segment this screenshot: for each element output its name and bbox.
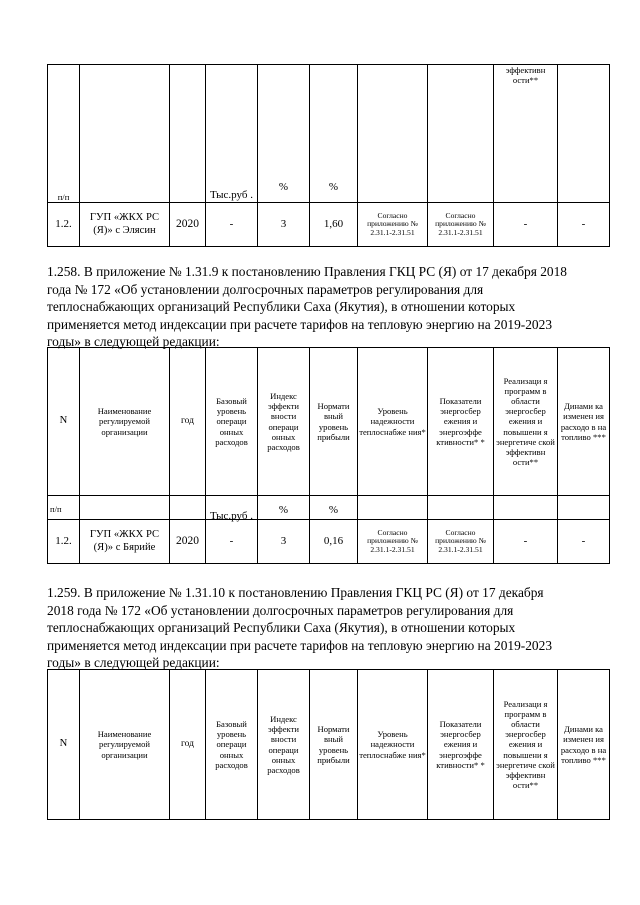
unit-thousand-rub-text: Тыс.руб .: [209, 188, 253, 201]
unit-thousand-rub-text: Тыс.руб .: [209, 509, 253, 522]
header-cell: [80, 65, 170, 203]
paragraph-line: 1.258. В приложение № 1.31.9 к постановлению Правления ГКЦ РС (Я) от 17 декабря 2018: [47, 264, 567, 279]
row-number: 1.2.: [48, 520, 80, 564]
paragraph-1-258: [47, 263, 603, 351]
unit-percent: [310, 65, 358, 203]
header-n-text: N: [59, 415, 68, 427]
reliability-level: Согласно приложению № 2.31.1-2.31.51: [358, 520, 428, 564]
base-cost: -: [206, 520, 258, 564]
unit-percent-text: %: [278, 503, 289, 516]
paragraph-line: годы» в следующей редакции:: [47, 334, 220, 349]
tariff-table-1-31-10: [47, 669, 610, 820]
year: 2020: [170, 203, 206, 247]
efficiency-index: 3: [258, 203, 310, 247]
program-implementation: -: [494, 520, 558, 564]
unit-cell: [358, 496, 428, 520]
fuel-dynamics: -: [558, 520, 610, 564]
unit-cell: [558, 496, 610, 520]
reliability-level: Согласно приложению № 2.31.1-2.31.51: [358, 203, 428, 247]
unit-thousand-rub: [206, 65, 258, 203]
unit-cell: [494, 496, 558, 520]
header-cell: [170, 65, 206, 203]
header-energy: Показатели энергосбер ежения и энергоэффе ктивности* *: [428, 670, 494, 820]
paragraph-line: теплоснабжающих организаций Республики Саха (Якутия), в отношении которых: [47, 620, 516, 635]
header-program-tail: [494, 65, 558, 203]
unit-cell: [170, 496, 206, 520]
header-cell: [358, 65, 428, 203]
header-base: Базовый уровень операци онных расходов: [206, 670, 258, 820]
unit-percent-text: %: [328, 180, 339, 193]
paragraph-line: теплоснабжающих организаций Республики Саха (Якутия), в отношении которых: [47, 299, 516, 314]
paragraph-line: применяется метод индексации при расчете тарифов на тепловую энергию на 2019-2023: [47, 637, 553, 653]
header-program-tail-text: эффективн ости**: [505, 65, 546, 86]
header-index-text: Индекс эффекти вности операци онных расходов: [267, 390, 300, 452]
header-org: Наименование регулируемой организации: [80, 670, 170, 820]
unit-percent: [258, 65, 310, 203]
paragraph-line: года № 172 «Об установлении долгосрочных параметров регулирования для: [47, 281, 484, 297]
energy-indicators: Согласно приложению № 2.31.1-2.31.51: [428, 520, 494, 564]
header-dynamics: Динами ка изменен ия расходо в на топливо ***: [558, 348, 610, 496]
unit-npp-text: п/п: [57, 191, 70, 202]
header-energy: Показатели энергосбер ежения и энергоэффе ктивности* *: [428, 348, 494, 496]
header-n: N: [48, 670, 80, 820]
header-norm: [310, 348, 358, 516]
program-implementation: -: [494, 203, 558, 247]
unit-cell: [428, 496, 494, 520]
unit-percent-text: %: [278, 180, 289, 193]
header-index: Индекс эффекти вности операци онных расходов: [258, 670, 310, 820]
profit-norm: 1,60: [310, 203, 358, 247]
paragraph-line: 2018 года № 172 «Об установлении долгосрочных параметров регулирования для: [47, 602, 514, 618]
header-year: год: [170, 348, 206, 496]
energy-indicators: Согласно приложению № 2.31.1-2.31.51: [428, 203, 494, 247]
header-org: Наименование регулируемой организации: [80, 348, 170, 496]
paragraph-line: годы» в следующей редакции:: [47, 655, 220, 670]
header-base: [206, 348, 258, 522]
header-base-text: Базовый уровень операци онных расходов: [215, 395, 248, 447]
header-dynamics: Динами ка изменен ия расходо в на топливо ***: [558, 670, 610, 820]
profit-norm: 0,16: [310, 520, 358, 564]
header-n: [48, 348, 80, 514]
org-name: ГУП «ЖКХ РС (Я)» с Бярийе: [80, 520, 170, 564]
header-index: [258, 348, 310, 516]
header-cell: [428, 65, 494, 203]
paragraph-1-259: [47, 584, 603, 672]
header-year: год: [170, 670, 206, 820]
fuel-dynamics: -: [558, 203, 610, 247]
efficiency-index: 3: [258, 520, 310, 564]
paragraph-line: применяется метод индексации при расчете тарифов на тепловую энергию на 2019-2023: [47, 316, 553, 332]
header-norm-text: Нормати вный уровень прибыли: [317, 401, 350, 442]
header-reliability: Уровень надежности теплоснабже ния*: [358, 348, 428, 496]
header-npp-text: п/п: [50, 503, 62, 514]
header-program: Реализаци я программ в области энергосбер ежения и повышени я энергетиче ской эффективн ости**: [494, 348, 558, 496]
tariff-table-top-main: [47, 64, 610, 247]
year: 2020: [170, 520, 206, 564]
header-program: Реализаци я программ в области энергосбер ежения и повышени я энергетиче ской эффективн ости**: [494, 670, 558, 820]
header-cell: [558, 65, 610, 203]
header-reliability: Уровень надежности теплоснабже ния*: [358, 670, 428, 820]
paragraph-line: 1.259. В приложение № 1.31.10 к постановлению Правления ГКЦ РС (Я) от 17 декабря: [47, 585, 544, 600]
unit-npp: [48, 65, 80, 203]
unit-cell: [80, 496, 170, 520]
org-name: ГУП «ЖКХ РС (Я)» с Элясин: [80, 203, 170, 247]
tariff-table-1-31-9: [47, 347, 610, 564]
header-norm: Нормати вный уровень прибыли: [310, 670, 358, 820]
base-cost: -: [206, 203, 258, 247]
unit-percent-text: %: [328, 503, 339, 516]
row-number: 1.2.: [48, 203, 80, 247]
